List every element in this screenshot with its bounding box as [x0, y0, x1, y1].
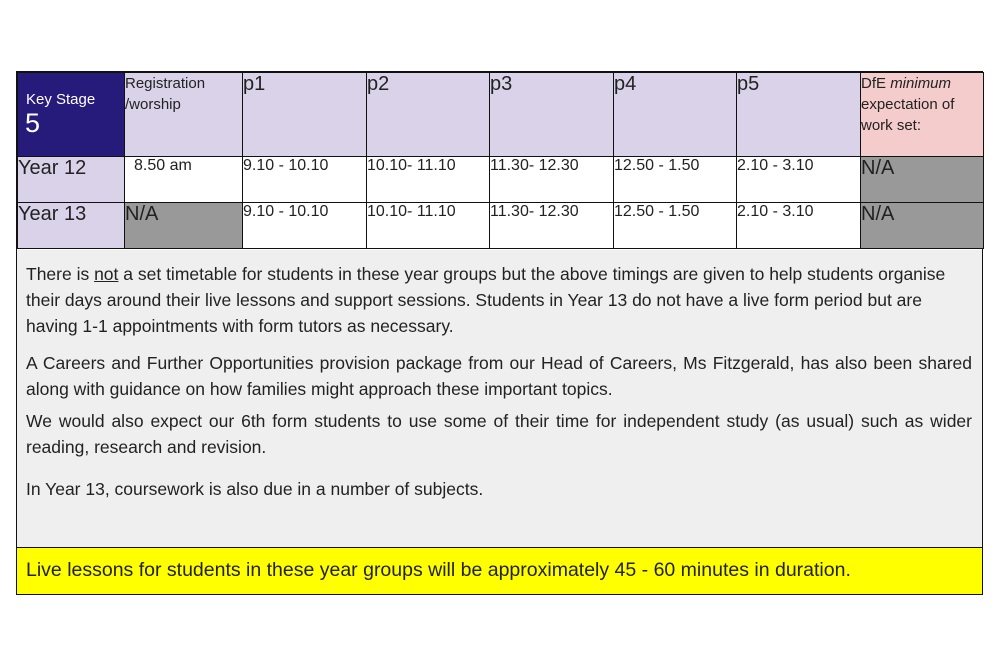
- year-label: Year 13: [18, 203, 125, 249]
- time-p4: 12.50 - 1.50: [614, 157, 737, 203]
- dfe-value: N/A: [861, 203, 984, 249]
- notes-paragraph-careers: A Careers and Further Opportunities provision package from our Head of Careers, Ms Fitzgerald, has also been shared along with guidance on how families might approach these important topics.: [26, 353, 972, 399]
- time-p2: 10.10- 11.10: [367, 157, 490, 203]
- year-label: Year 12: [18, 157, 125, 203]
- table-row-year-12: [18, 157, 984, 203]
- key-stage-number: 5: [25, 108, 41, 138]
- time-p1: 9.10 - 10.10: [243, 203, 367, 249]
- live-lessons-banner: Live lessons for students in these year groups will be approximately 45 - 60 minutes in duration.: [17, 547, 982, 594]
- registration-time: N/A: [125, 203, 243, 249]
- dfe-header: [861, 73, 984, 157]
- notes-paragraph-coursework: In Year 13, coursework is also due in a number of subjects.: [26, 479, 484, 499]
- period-header-p3: p3: [490, 73, 614, 157]
- time-p1: 9.10 - 10.10: [243, 157, 367, 203]
- period-header-p2: p2: [367, 73, 490, 157]
- registration-header: Registration /worship: [125, 73, 243, 157]
- notes-panel: [17, 250, 982, 547]
- time-p3: 11.30- 12.30: [490, 157, 614, 203]
- time-p3: 11.30- 12.30: [490, 203, 614, 249]
- time-p5: 2.10 - 3.10: [737, 157, 861, 203]
- timetable-table: [17, 72, 984, 249]
- time-p2: 10.10- 11.10: [367, 203, 490, 249]
- header-row: [18, 73, 984, 157]
- key-stage-label: Key Stage: [26, 91, 96, 108]
- notes-paragraph-independent-study: We would also expect our 6th form students to use some of their time for independent study (as usual) such as wider reading, research and revision.: [26, 411, 972, 457]
- dfe-suffix: expectation of work set:: [861, 96, 955, 134]
- key-stage-cell: [18, 73, 125, 157]
- notes-text: There is: [26, 264, 95, 284]
- period-header-p4: p4: [614, 73, 737, 157]
- timetable-document: [16, 71, 983, 595]
- notes-text: a set timetable for students in these year groups but the above timings are given to help students organise their days around their live lessons and support sessions. Students in Year 13 do not have a live form period but are having 1-1 appointments with form tutors as necessary.: [26, 264, 946, 336]
- notes-underlined-word: not: [94, 264, 119, 284]
- period-header-p5: p5: [737, 73, 861, 157]
- dfe-emphasis: minimum: [890, 75, 952, 92]
- dfe-prefix: DfE: [861, 75, 891, 92]
- time-p5: 2.10 - 3.10: [737, 203, 861, 249]
- table-row-year-13: [18, 203, 984, 249]
- notes-paragraph-timetable: [26, 261, 972, 339]
- period-header-p1: p1: [243, 73, 367, 157]
- registration-time: 8.50 am: [125, 157, 243, 203]
- time-p4: 12.50 - 1.50: [614, 203, 737, 249]
- dfe-value: N/A: [861, 157, 984, 203]
